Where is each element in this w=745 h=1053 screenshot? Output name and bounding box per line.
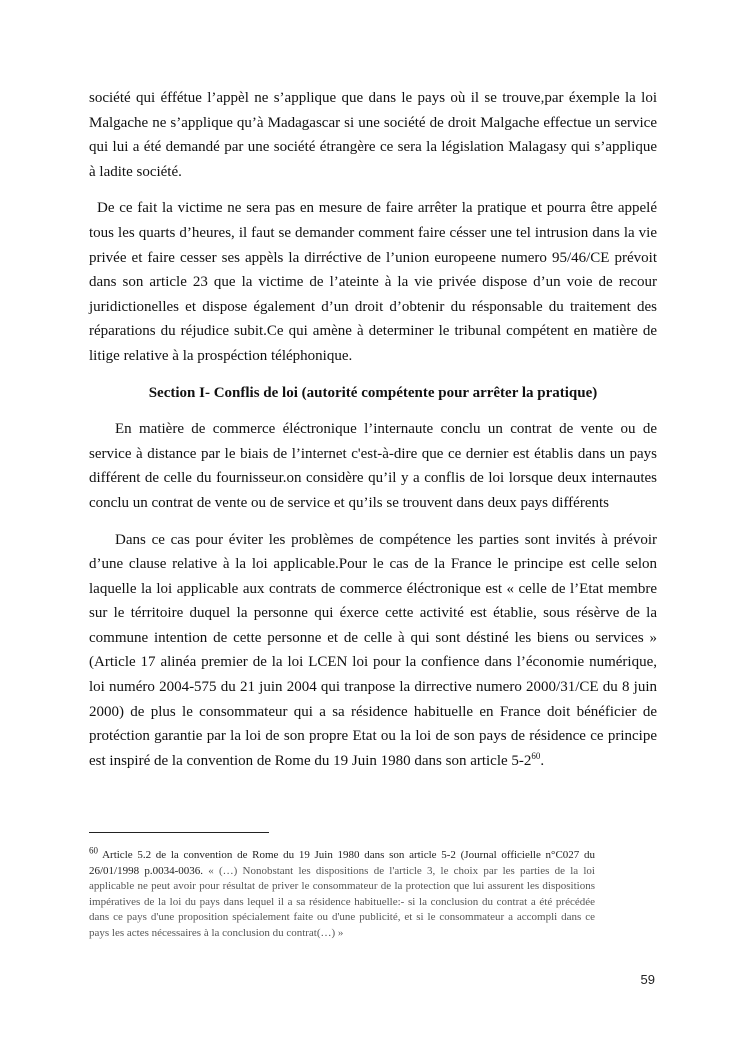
paragraph-3: En matière de commerce éléctronique l’internaute conclu un contrat de vente ou de service à distance par le biais de l’internet c'est-à-dire que ce dernier est établis dans un pays différent de celle du fournisseur.on considère qu’il y a conflis de loi lorsque deux internautes conclu un contrat de vente ou de service et qu’ils se trouvent dans deux pays différents bbox=[89, 421, 657, 511]
footnote-quote: « (…) Nonobstant les dispositions de l'article 3, le choix par les parties de la loi applicable ne peut avoir pour résultat de priver le consommateur de la protection que lui assurent les dispositions impératives de la loi du pays dans lequel il a sa résidence habituelle:- si la conclusion du contrat a été précédée dans ce pays d'une proposition spécialement faite ou d'une publicité, et si le consommateur a accompli dans ce pays les actes nécessaires à la conclusion du contrat(…) » bbox=[89, 864, 595, 939]
footnote-reference: 60 bbox=[531, 750, 541, 761]
footnote bbox=[89, 845, 595, 942]
paragraph-4-end: . bbox=[540, 752, 545, 769]
page-number: 59 bbox=[640, 972, 655, 987]
paragraph-1: société qui éffétue l’appèl ne s’applique que dans le pays où il se trouve,par éxemple la loi Malgache ne s’applique qu’à Madagascar si une société de droit Malgache effectue un service qui lui a été demandé par une société étrangère ce sera la législation Malagasy qui s’applique à ladite société. bbox=[89, 90, 657, 180]
paragraph-4-text: Dans ce cas pour éviter les problèmes de compétence les parties sont invités à prévoir d’une clause relative à la loi applicable.Pour le cas de la France le principe est celle selon laquelle la loi applicable aux contrats de commerce éléctronique est « celle de l’Etat membre sur le térritoire duquel la personne qui éxerce cette activité est établie, sous résèrve de la commune intention de cette personne et de celle à qui sont déstiné les biens ou services » (Article 17 alinéa premier de la loi LCEN loi pour la confience dans l’économie numérique, loi numéro 2004-575 du 21 juin 2004 qui tranpose la dirrective numero 2000/31/CE du 8 juin 2000) de plus le consommateur qui a sa résidence habituelle en France doit bénéficier de protéction garantie par la loi de son propre Etat ou la loi de son pays de résidence ce principe est inspiré de la convention de Rome du 19 Juin 1980 dans son article 5-2 bbox=[89, 531, 657, 769]
footnote-marker: 60 bbox=[89, 845, 98, 856]
main-text bbox=[89, 86, 657, 785]
footnote-separator bbox=[89, 832, 269, 833]
paragraph-4 bbox=[89, 528, 657, 774]
footnote-text: Article 5.2 de la convention de Rome du 19 Juin 1980 dans son article 5-2 (Journal officielle n°C027 du 26/01/1998 p.0034-0036. bbox=[89, 849, 595, 877]
section-heading: Section I- Conflis de loi (autorité compétente pour arrêter la pratique) bbox=[148, 384, 598, 401]
paragraph-2: De ce fait la victime ne sera pas en mesure de faire arrêter la pratique et pourra être appelé tous les quarts d’heures, il faut se demander comment faire césser une tel intrusion dans la vie privée et faire cesser ses appèls la dirréctive de l’union europeene numero 95/46/CE prévoit dans son article 23 que la victime de l’ateinte à la vie privée dispose d’un voie de recour juridictionelles et dispose également d’un droit d’obtenir du résponsable du traitement des réparations du réjudice subit.Ce qui amène à determiner le tribunal compétent en matière de litige relative à la prospéction téléphonique. bbox=[89, 200, 657, 364]
